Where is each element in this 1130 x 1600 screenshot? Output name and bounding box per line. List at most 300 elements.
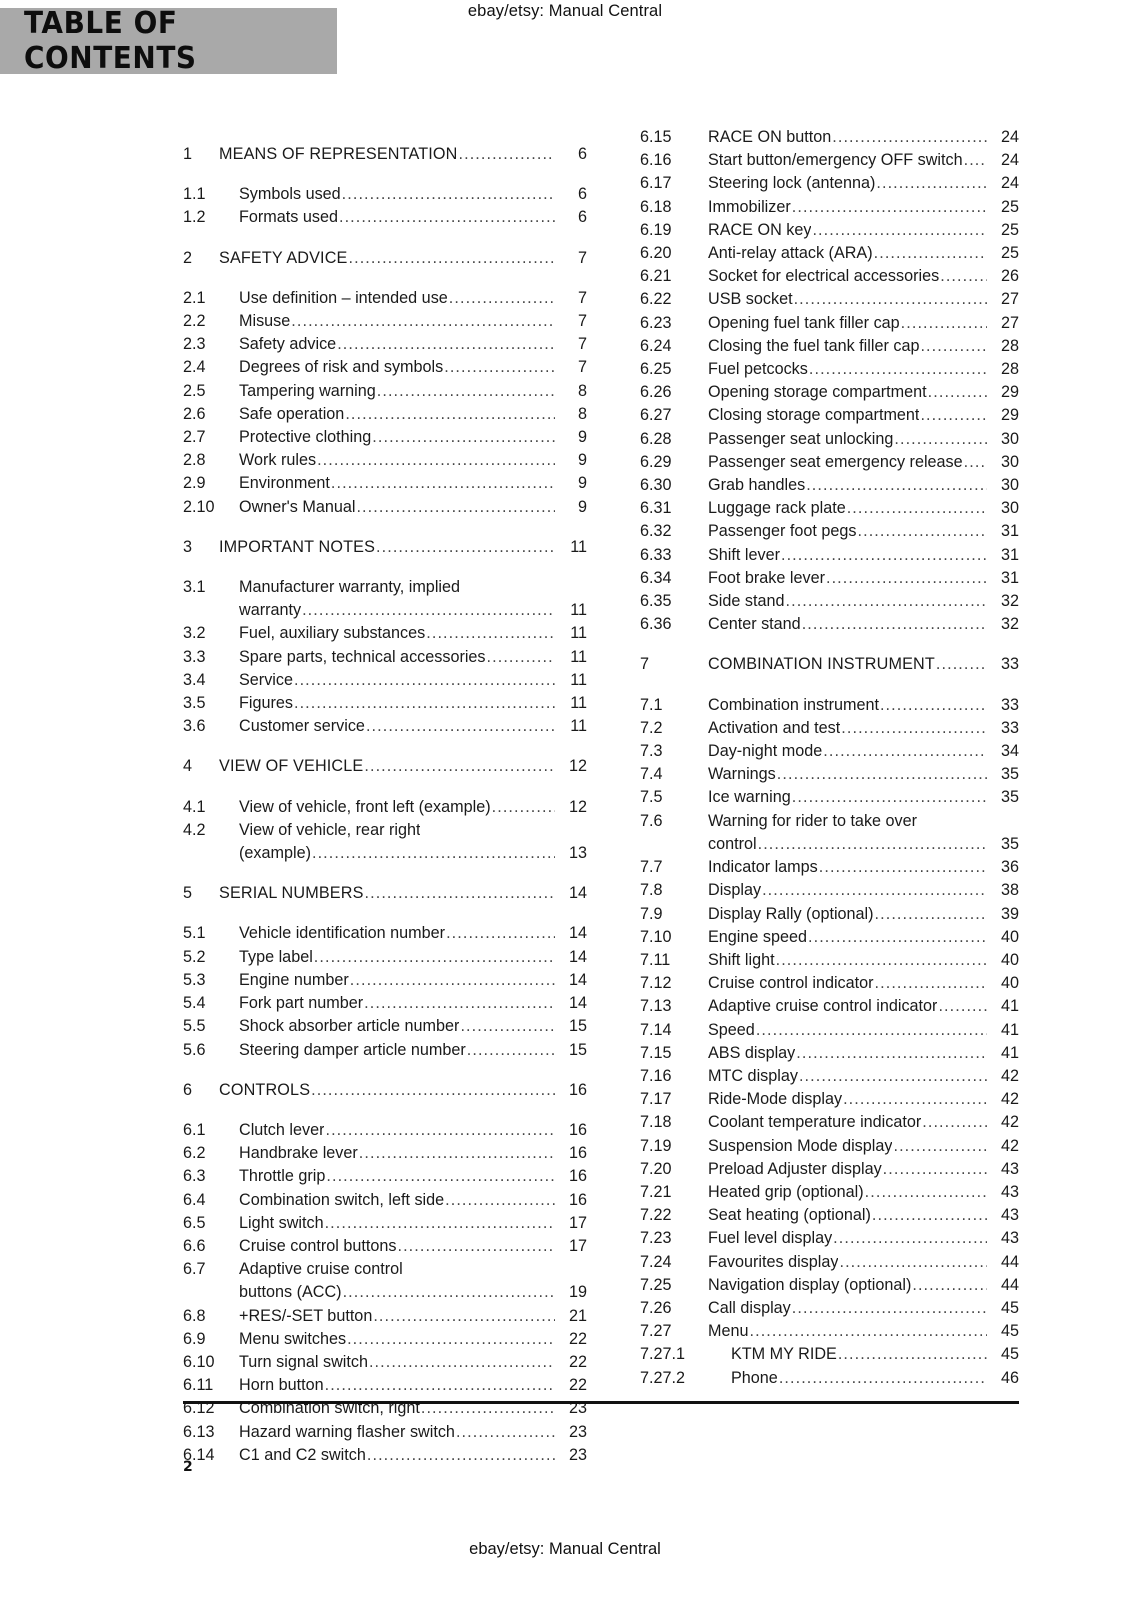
toc-entry-number: 7.25	[640, 1275, 672, 1294]
toc-entry[interactable]	[183, 1281, 587, 1304]
toc-entry[interactable]	[183, 536, 587, 559]
toc-entry[interactable]	[183, 946, 587, 969]
toc-entry[interactable]	[640, 1019, 1019, 1042]
toc-entry-page: 7	[577, 335, 587, 354]
toc-entry[interactable]	[640, 196, 1019, 219]
toc-entry-number: 2.2	[183, 312, 206, 331]
toc-leader-dots	[819, 856, 987, 879]
toc-leader-dots	[487, 646, 555, 669]
toc-entry[interactable]	[640, 312, 1019, 335]
toc-entry[interactable]	[640, 1181, 1019, 1204]
toc-leader-dots	[314, 946, 555, 969]
toc-entry[interactable]	[183, 496, 587, 519]
toc-leader-dots	[833, 1227, 987, 1250]
toc-entry-number: 6.29	[640, 452, 672, 471]
toc-entry[interactable]	[640, 949, 1019, 972]
toc-entry[interactable]	[640, 567, 1019, 590]
toc-entry-page: 22	[568, 1352, 587, 1371]
toc-entry[interactable]	[183, 842, 587, 865]
toc-leader-dots	[467, 1039, 555, 1062]
toc-entry[interactable]	[183, 599, 587, 622]
toc-entry[interactable]	[183, 669, 587, 692]
toc-entry[interactable]	[183, 356, 587, 379]
toc-entry-page: 33	[1000, 695, 1019, 714]
toc-entry-page: 16	[568, 1167, 587, 1186]
toc-leader-dots	[796, 1042, 987, 1065]
toc-entry[interactable]	[183, 1212, 587, 1235]
toc-entry[interactable]	[183, 143, 587, 166]
toc-leader-dots	[756, 1019, 987, 1042]
toc-entry-number: 2.10	[183, 497, 215, 516]
toc-entry-number: 6.28	[640, 429, 672, 448]
toc-entry-title: Day-night mode	[708, 742, 823, 761]
toc-entry[interactable]	[183, 380, 587, 403]
toc-entry-number: 7.14	[640, 1020, 672, 1039]
toc-entry[interactable]	[640, 126, 1019, 149]
toc-entry[interactable]	[640, 242, 1019, 265]
toc-entry-number: 5	[183, 884, 193, 903]
toc-entry[interactable]	[183, 715, 587, 738]
toc-entry-page: 14	[568, 924, 587, 943]
toc-entry-number: 3.3	[183, 647, 206, 666]
toc-entry[interactable]	[640, 1367, 1019, 1390]
toc-entry-title: Combination switch, right	[239, 1399, 420, 1418]
toc-entry-page: 36	[1000, 858, 1019, 877]
toc-entry[interactable]	[183, 183, 587, 206]
toc-entry-page: 9	[577, 428, 587, 447]
toc-entry[interactable]	[640, 474, 1019, 497]
toc-entry-page: 12	[568, 757, 587, 776]
toc-entry[interactable]	[183, 449, 587, 472]
toc-leader-dots	[445, 1189, 555, 1212]
toc-entry[interactable]	[640, 1042, 1019, 1065]
toc-entry-title: View of vehicle, front left (example)	[239, 797, 491, 816]
toc-entry[interactable]	[640, 1135, 1019, 1158]
toc-leader-dots	[325, 1119, 555, 1142]
toc-entry-title: Use definition – intended use	[239, 288, 448, 307]
toc-leader-dots	[337, 333, 555, 356]
toc-entry-title: Spare parts, technical accessories	[239, 647, 486, 666]
toc-leader-dots	[920, 404, 987, 427]
toc-entry-title: Heated grip (optional)	[708, 1182, 864, 1201]
toc-leader-dots	[779, 1367, 987, 1390]
toc-entry-title: Symbols used	[239, 185, 341, 204]
toc-entry-title: Seat heating (optional)	[708, 1206, 871, 1225]
toc-leader-dots	[843, 1088, 987, 1111]
toc-entry[interactable]	[183, 1305, 587, 1328]
toc-leader-dots	[492, 796, 555, 819]
toc-entry-page: 31	[1000, 522, 1019, 541]
toc-entry[interactable]	[640, 926, 1019, 949]
toc-entry[interactable]	[640, 335, 1019, 358]
toc-entry[interactable]	[640, 590, 1019, 613]
toc-entry-page: 45	[1000, 1298, 1019, 1317]
toc-entry-page: 32	[1000, 592, 1019, 611]
toc-entry-title: Coolant temperature indicator	[708, 1113, 922, 1132]
toc-leader-dots	[883, 1158, 987, 1181]
toc-entry[interactable]	[183, 1142, 587, 1165]
toc-entry-page: 25	[1000, 220, 1019, 239]
toc-entry[interactable]	[183, 1119, 587, 1142]
toc-leader-dots	[342, 183, 555, 206]
toc-entry-title: Activation and test	[708, 718, 841, 737]
toc-entry[interactable]	[640, 172, 1019, 195]
toc-entry-title: Favourites display	[708, 1252, 839, 1271]
toc-entry[interactable]	[640, 653, 1019, 676]
toc-entry[interactable]	[183, 333, 587, 356]
toc-leader-dots	[812, 219, 987, 242]
toc-leader-dots	[872, 1204, 987, 1227]
toc-entry-title: buttons (ACC)	[239, 1283, 342, 1302]
toc-leader-dots	[339, 206, 555, 229]
toc-entry-number: 4	[183, 757, 193, 776]
toc-entry-page: 12	[568, 797, 587, 816]
toc-entry[interactable]	[183, 1235, 587, 1258]
toc-entry-page: 28	[1000, 360, 1019, 379]
toc-entry[interactable]	[183, 1079, 587, 1102]
toc-leader-dots	[317, 449, 555, 472]
toc-entry-title: Warning for rider to take over	[708, 811, 918, 830]
toc-entry-title: Passenger foot pegs	[708, 522, 857, 541]
toc-entry-title: RACE ON button	[708, 128, 832, 146]
toc-leader-dots	[326, 1165, 555, 1188]
toc-entry-title: Immobilizer	[708, 197, 791, 216]
toc-entry-page: 15	[568, 1040, 587, 1059]
toc-leader-dots	[750, 1320, 988, 1343]
toc-entry-title: warranty	[239, 601, 302, 620]
toc-entry[interactable]	[640, 1088, 1019, 1111]
toc-entry-page: 30	[1000, 429, 1019, 448]
toc-entry-title: Foot brake lever	[708, 568, 825, 587]
toc-entry-page: 45	[1000, 1345, 1019, 1364]
toc-entry-title: Speed	[708, 1020, 755, 1039]
toc-entry-title: Horn button	[239, 1376, 324, 1395]
toc-entry-number: 6.26	[640, 383, 672, 402]
toc-entry[interactable]	[183, 692, 587, 715]
toc-entry-title: VIEW OF VEHICLE	[219, 757, 364, 776]
toc-leader-dots	[365, 882, 555, 905]
toc-entry-page: 35	[1000, 765, 1019, 784]
toc-entry-title: Closing storage compartment	[708, 406, 920, 425]
toc-entry-number: 7.24	[640, 1252, 672, 1271]
toc-entry[interactable]	[640, 763, 1019, 786]
toc-leader-dots	[762, 879, 987, 902]
toc-entry[interactable]	[183, 426, 587, 449]
toc-entry-page: 40	[1000, 927, 1019, 946]
toc-entry-page: 45	[1000, 1322, 1019, 1341]
toc-entry[interactable]	[640, 1343, 1019, 1366]
toc-entry[interactable]	[640, 428, 1019, 451]
toc-entry-title: Shift light	[708, 950, 775, 969]
toc-entry[interactable]	[640, 613, 1019, 636]
toc-entry-number: 7.26	[640, 1298, 672, 1317]
toc-entry[interactable]	[183, 1351, 587, 1374]
toc-entry[interactable]	[640, 786, 1019, 809]
toc-entry[interactable]	[640, 856, 1019, 879]
toc-leader-dots	[964, 451, 987, 474]
toc-leader-dots	[377, 380, 555, 403]
toc-leader-dots	[922, 1111, 987, 1134]
toc-entry-number: 6.32	[640, 522, 672, 541]
toc-entry-title: Phone	[731, 1368, 778, 1387]
toc-entry-page: 28	[1000, 336, 1019, 355]
toc-leader-dots	[456, 1421, 555, 1444]
toc-entry-number: 6.9	[183, 1329, 206, 1348]
toc-entry[interactable]	[640, 544, 1019, 567]
toc-entry-number: 6.8	[183, 1306, 206, 1325]
toc-entry[interactable]	[640, 1320, 1019, 1343]
toc-entry[interactable]	[183, 992, 587, 1015]
running-header-watermark: ebay/etsy: Manual Central	[467, 2, 663, 20]
toc-entry-page: 33	[1000, 655, 1019, 674]
toc-leader-dots	[376, 536, 555, 559]
toc-entry[interactable]	[640, 879, 1019, 902]
toc-entry[interactable]	[183, 310, 587, 333]
toc-entry-page: 41	[1000, 997, 1019, 1016]
toc-entry-page: 9	[577, 497, 587, 516]
toc-entry[interactable]	[640, 381, 1019, 404]
toc-leader-dots	[444, 356, 555, 379]
toc-entry[interactable]	[183, 1374, 587, 1397]
toc-entry-number: 2.6	[183, 404, 206, 423]
toc-entry-page: 31	[1000, 568, 1019, 587]
toc-entry-title: Clutch lever	[239, 1120, 325, 1139]
toc-entry[interactable]	[183, 1444, 587, 1467]
toc-entry-page: 42	[1000, 1090, 1019, 1109]
toc-entry[interactable]	[640, 1065, 1019, 1088]
toc-entry[interactable]	[183, 796, 587, 819]
toc-entry-title: SAFETY ADVICE	[219, 248, 348, 267]
toc-entry[interactable]	[183, 1258, 587, 1281]
toc-entry-page: 25	[1000, 244, 1019, 263]
toc-entry-title: Display	[708, 881, 762, 900]
toc-entry[interactable]	[183, 403, 587, 426]
toc-entry-title: Engine speed	[708, 927, 808, 946]
toc-entry[interactable]	[640, 694, 1019, 717]
toc-entry[interactable]	[183, 1165, 587, 1188]
toc-entry-title: Grab handles	[708, 476, 806, 495]
toc-entry[interactable]	[640, 810, 1019, 833]
toc-entry-number: 6.27	[640, 406, 672, 425]
toc-entry[interactable]	[640, 1227, 1019, 1250]
toc-entry[interactable]	[640, 1111, 1019, 1134]
toc-entry-page: 26	[1000, 267, 1019, 286]
toc-entry[interactable]	[640, 497, 1019, 520]
toc-leader-dots	[312, 842, 555, 865]
toc-entry-page: 29	[1000, 383, 1019, 402]
toc-entry-title: +RES/-SET button	[239, 1306, 373, 1325]
toc-entry-page: 25	[1000, 197, 1019, 216]
toc-entry[interactable]	[183, 576, 587, 599]
toc-column-right	[640, 126, 1019, 1390]
toc-entry-page: 30	[1000, 476, 1019, 495]
toc-entry[interactable]	[183, 472, 587, 495]
toc-entry[interactable]	[640, 1251, 1019, 1274]
toc-entry-title: Degrees of risk and symbols	[239, 358, 444, 377]
toc-entry-number: 6.1	[183, 1120, 206, 1139]
toc-entry-page: 7	[577, 358, 587, 377]
toc-entry[interactable]	[183, 969, 587, 992]
toc-entry[interactable]	[183, 882, 587, 905]
toc-leader-dots	[366, 715, 555, 738]
toc-entry-number: 2.8	[183, 451, 206, 470]
toc-entry-title: Anti-relay attack (ARA)	[708, 244, 873, 263]
toc-entry[interactable]	[183, 646, 587, 669]
toc-entry-page: 30	[1000, 499, 1019, 518]
toc-entry-page: 11	[570, 624, 587, 643]
footer-divider	[183, 1401, 1019, 1404]
toc-entry[interactable]	[640, 219, 1019, 242]
toc-entry-page: 8	[577, 381, 587, 400]
toc-entry-number: 7.27	[640, 1322, 672, 1341]
toc-entry[interactable]	[640, 1204, 1019, 1227]
toc-entry[interactable]	[640, 404, 1019, 427]
toc-leader-dots	[325, 1212, 555, 1235]
toc-entry[interactable]	[640, 903, 1019, 926]
toc-entry[interactable]	[640, 520, 1019, 543]
toc-entry-page: 40	[1000, 974, 1019, 993]
toc-entry-number: 7.22	[640, 1206, 672, 1225]
toc-entry-title: IMPORTANT NOTES	[219, 537, 376, 556]
toc-entry[interactable]	[183, 922, 587, 945]
toc-entry-title: MEANS OF REPRESENTATION	[219, 145, 458, 163]
toc-entry-number: 7.7	[640, 858, 663, 877]
toc-leader-dots	[874, 242, 987, 265]
toc-entry[interactable]	[183, 287, 587, 310]
toc-entry-number: 6.7	[183, 1260, 206, 1279]
toc-entry-page: 43	[1000, 1206, 1019, 1225]
toc-entry[interactable]	[640, 1274, 1019, 1297]
toc-entry[interactable]	[640, 288, 1019, 311]
toc-entry-number: 7.9	[640, 904, 663, 923]
toc-entry-title: control	[708, 834, 757, 853]
toc-entry[interactable]	[640, 149, 1019, 172]
toc-entry-page: 11	[570, 537, 587, 556]
toc-entry[interactable]	[183, 755, 587, 778]
toc-entry-number: 1	[183, 145, 193, 163]
toc-entry-page: 42	[1000, 1066, 1019, 1085]
toc-entry-number: 7	[640, 655, 650, 674]
toc-leader-dots	[865, 1181, 987, 1204]
toc-entry-title: Call display	[708, 1298, 791, 1317]
toc-entry-page: 44	[1000, 1252, 1019, 1271]
toc-entry-number: 2.3	[183, 335, 206, 354]
toc-entry[interactable]	[640, 358, 1019, 381]
toc-leader-dots	[875, 972, 987, 995]
toc-leader-dots	[302, 599, 555, 622]
toc-entry-title: Closing the fuel tank filler cap	[708, 336, 920, 355]
toc-entry-number: 2.7	[183, 428, 206, 447]
table-of-contents-banner	[0, 8, 337, 74]
toc-entry-title: Cruise control indicator	[708, 974, 874, 993]
toc-entry-number: 6.20	[640, 244, 672, 263]
toc-entry-title: Vehicle identification number	[239, 924, 446, 943]
toc-entry-number: 6.2	[183, 1144, 206, 1163]
toc-entry[interactable]	[640, 1158, 1019, 1181]
toc-entry[interactable]	[640, 740, 1019, 763]
toc-entry[interactable]	[183, 1039, 587, 1062]
toc-entry-number: 7.4	[640, 765, 663, 784]
toc-leader-dots	[802, 613, 987, 636]
toc-entry-title: Opening storage compartment	[708, 383, 927, 402]
toc-leader-dots	[858, 520, 988, 543]
toc-leader-dots	[894, 428, 987, 451]
toc-leader-dots	[311, 1079, 555, 1102]
toc-entry[interactable]	[183, 622, 587, 645]
toc-entry[interactable]	[183, 1421, 587, 1444]
toc-leader-dots	[364, 755, 555, 778]
toc-entry-number: 7.12	[640, 974, 672, 993]
toc-entry-number: 7.18	[640, 1113, 672, 1132]
toc-entry[interactable]	[640, 1297, 1019, 1320]
toc-leader-dots	[938, 995, 987, 1018]
toc-entry-title: Safe operation	[239, 404, 345, 423]
toc-entry-title: Preload Adjuster display	[708, 1159, 882, 1178]
toc-entry-page: 24	[1000, 128, 1019, 146]
toc-entry-number: 6	[183, 1080, 193, 1099]
toc-entry-title: Display Rally (optional)	[708, 904, 874, 923]
toc-entry-page: 42	[1000, 1113, 1019, 1132]
toc-entry[interactable]	[640, 972, 1019, 995]
toc-leader-dots	[758, 833, 987, 856]
toc-entry-number: 7.20	[640, 1159, 672, 1178]
toc-entry[interactable]	[183, 1015, 587, 1038]
toc-entry-number: 3.1	[183, 578, 206, 597]
toc-leader-dots	[426, 622, 555, 645]
toc-entry-page: 31	[1000, 545, 1019, 564]
toc-entry-page: 14	[568, 994, 587, 1013]
toc-entry-page: 43	[1000, 1159, 1019, 1178]
toc-leader-dots	[343, 1281, 555, 1304]
toc-leader-dots	[446, 922, 555, 945]
toc-entry-title: Manufacturer warranty, implied	[239, 578, 461, 597]
toc-entry-number: 7.21	[640, 1182, 672, 1201]
toc-entry-title: Navigation display (optional)	[708, 1275, 912, 1294]
toc-entry-page: 30	[1000, 452, 1019, 471]
toc-entry[interactable]	[183, 819, 587, 842]
toc-entry-number: 3.4	[183, 670, 206, 689]
toc-entry-number: 6.13	[183, 1422, 215, 1441]
toc-entry-number: 5.6	[183, 1040, 206, 1059]
toc-entry-title: Work rules	[239, 451, 317, 470]
toc-entry-page: 23	[568, 1399, 587, 1418]
toc-entry-page: 16	[568, 1080, 587, 1099]
toc-entry[interactable]	[640, 833, 1019, 856]
toc-entry[interactable]	[183, 1328, 587, 1351]
toc-leader-dots	[928, 381, 987, 404]
toc-entry-number: 6.24	[640, 336, 672, 355]
toc-entry[interactable]	[640, 451, 1019, 474]
toc-entry[interactable]	[640, 995, 1019, 1018]
toc-entry-page: 29	[1000, 406, 1019, 425]
toc-entry-page: 43	[1000, 1182, 1019, 1201]
toc-entry-number: 2.1	[183, 288, 206, 307]
toc-entry[interactable]	[640, 717, 1019, 740]
toc-entry[interactable]	[183, 247, 587, 270]
toc-entry[interactable]	[183, 1189, 587, 1212]
toc-leader-dots	[294, 669, 555, 692]
toc-entry[interactable]	[183, 206, 587, 229]
toc-entry-title: Environment	[239, 474, 330, 493]
toc-entry-title: SERIAL NUMBERS	[219, 884, 364, 903]
toc-entry-number: 5.5	[183, 1017, 206, 1036]
toc-entry[interactable]	[640, 265, 1019, 288]
toc-entry-title: Combination switch, left side	[239, 1190, 445, 1209]
toc-entry-number: 6.14	[183, 1445, 215, 1464]
toc-entry-title: Safety advice	[239, 335, 337, 354]
toc-entry-title: Menu switches	[239, 1329, 347, 1348]
toc-entry-number: 7.17	[640, 1090, 672, 1109]
